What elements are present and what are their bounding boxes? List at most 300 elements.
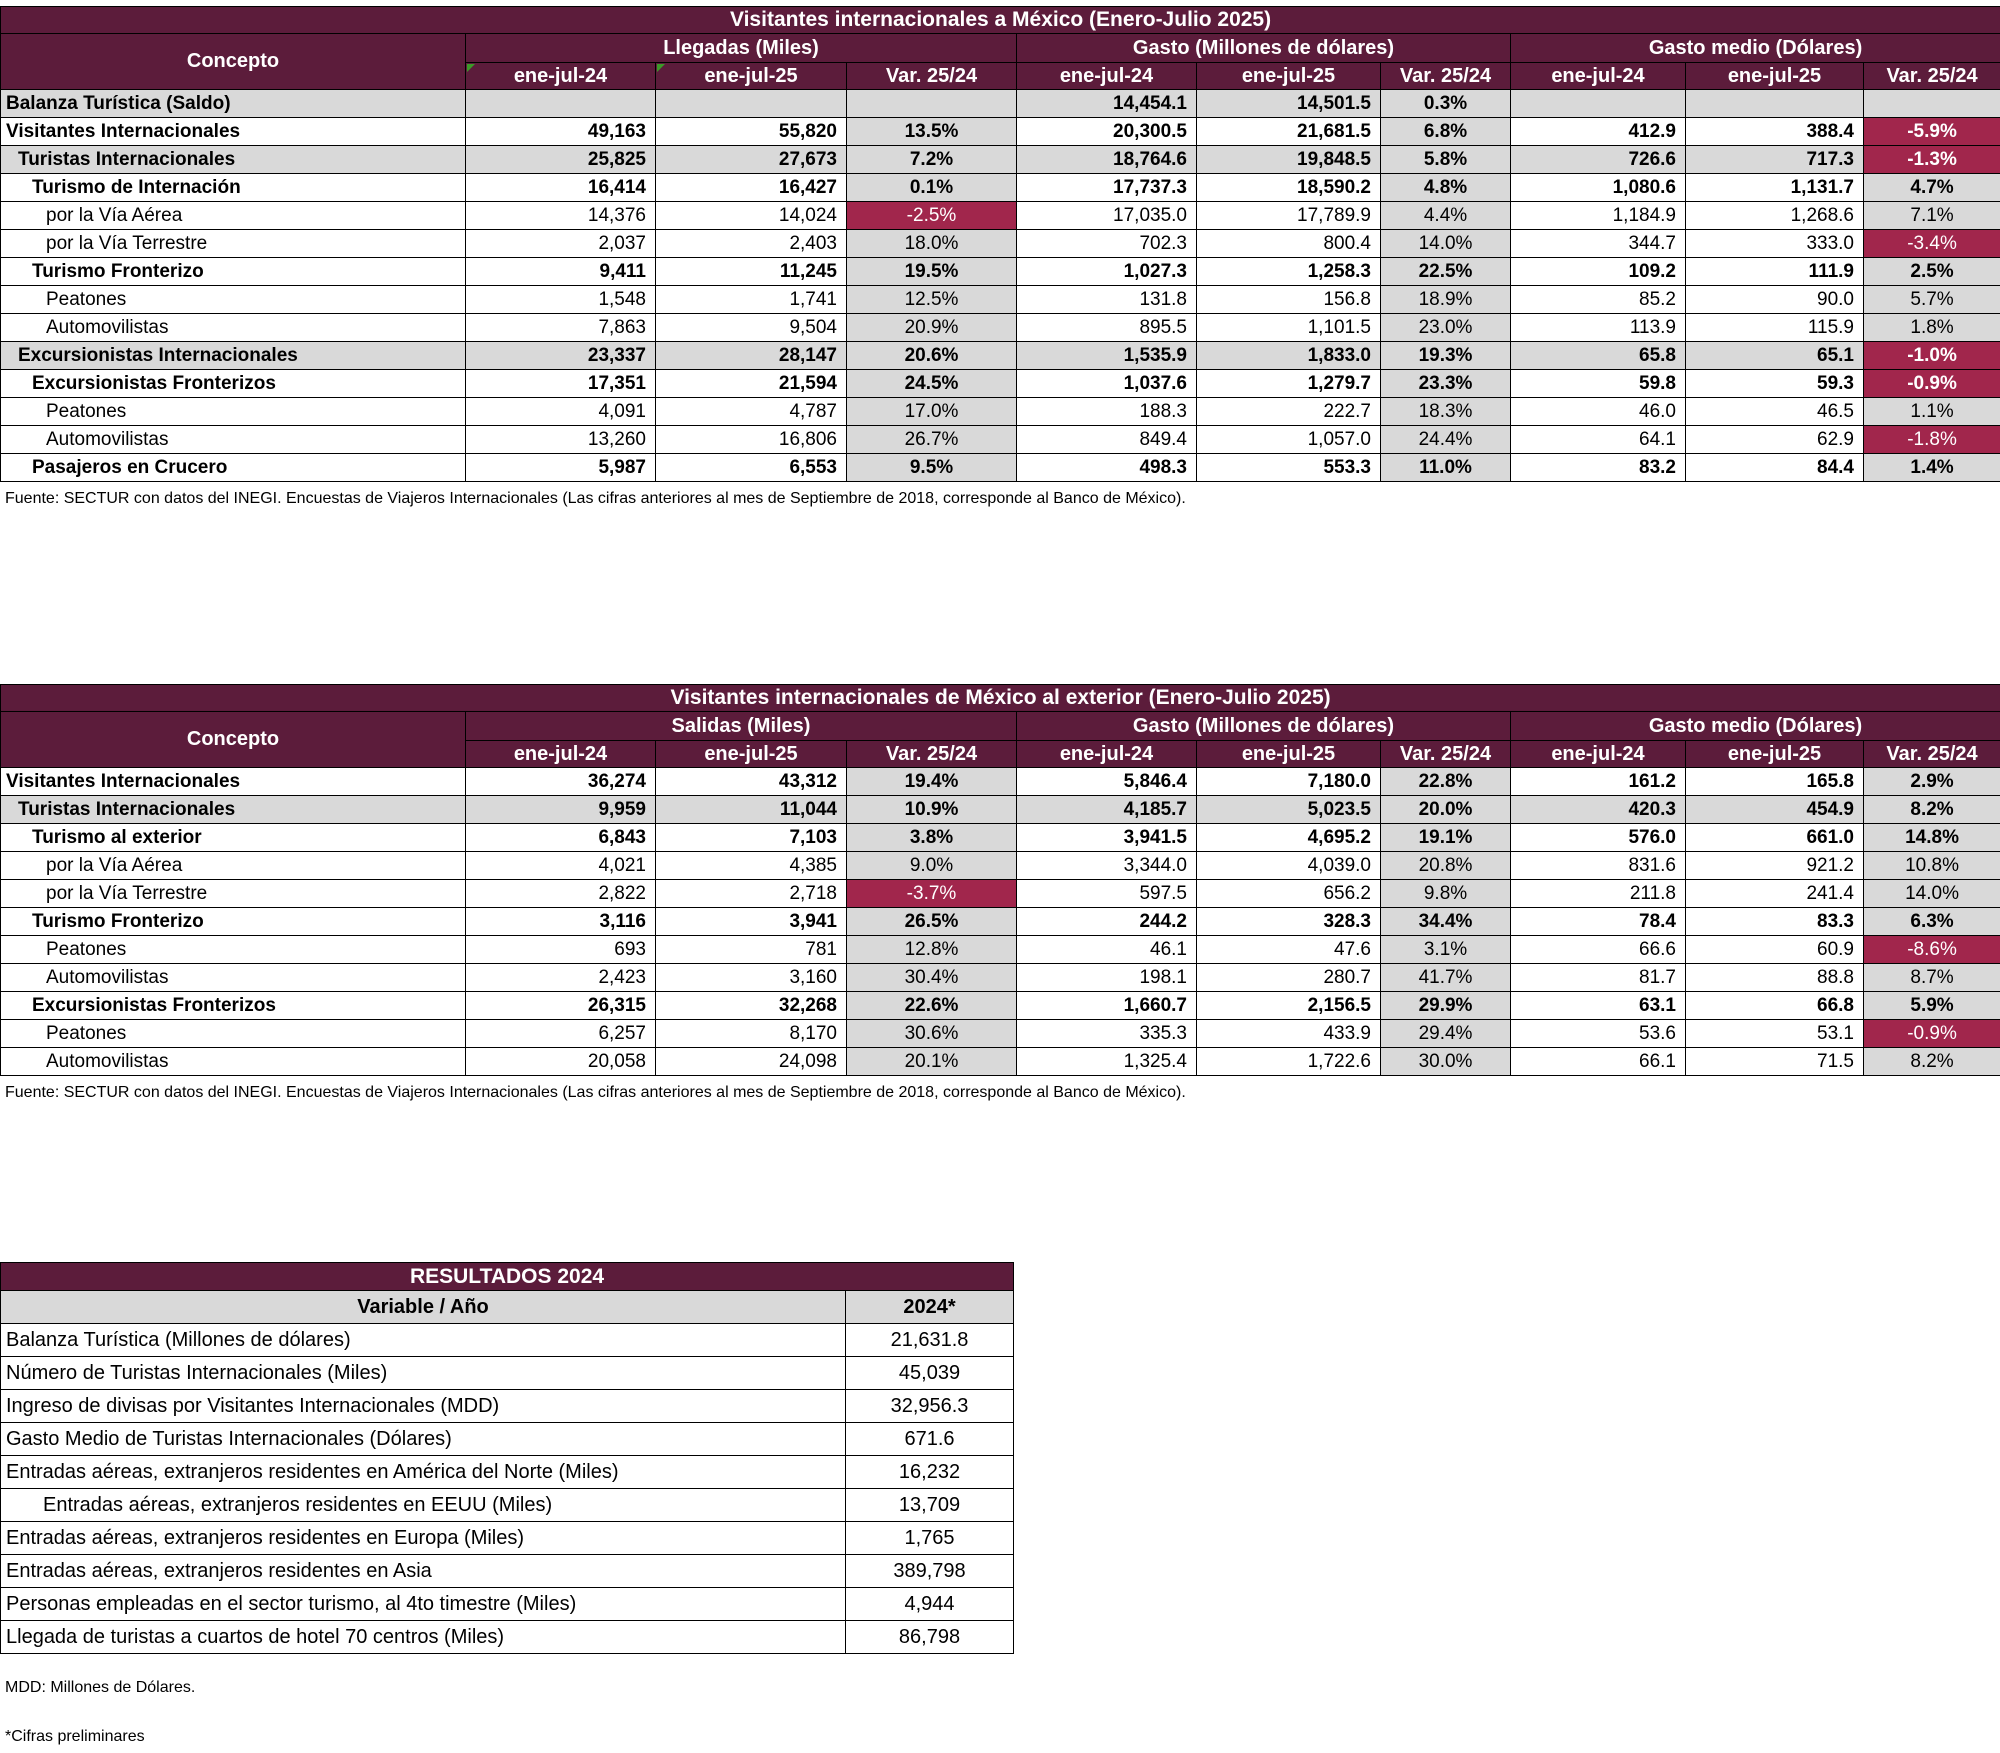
table-row: [1, 90, 2000, 118]
column-header: ene-jul-24: [1017, 63, 1197, 90]
value-cell: 71.5: [1686, 1048, 1864, 1076]
value-cell: 1,268.6: [1686, 202, 1864, 230]
concept-cell: Peatones: [1, 936, 466, 964]
value-cell: 831.6: [1511, 852, 1686, 880]
value-cell: 47.6: [1197, 936, 1381, 964]
value-cell: 16,414: [466, 174, 656, 202]
column-header: Var. 25/24: [847, 741, 1017, 768]
value-cell: 78.4: [1511, 908, 1686, 936]
value-cell: 66.8: [1686, 992, 1864, 1020]
value-cell: 1,325.4: [1017, 1048, 1197, 1076]
variation-cell: -3.4%: [1864, 230, 2000, 258]
value-cell: 16,427: [656, 174, 847, 202]
variation-cell: 26.7%: [847, 426, 1017, 454]
variation-cell: 24.5%: [847, 370, 1017, 398]
results-label-cell: Entradas aéreas, extranjeros residentes en Asia: [1, 1555, 846, 1588]
value-cell: 26,315: [466, 992, 656, 1020]
table-row: [1, 1048, 2000, 1076]
variation-cell: 3.1%: [1381, 936, 1511, 964]
results-row: [1, 1423, 1014, 1456]
variation-cell: [847, 90, 1017, 118]
variation-cell: -0.9%: [1864, 370, 2000, 398]
value-cell: 109.2: [1511, 258, 1686, 286]
value-cell: 2,037: [466, 230, 656, 258]
value-cell: 17,351: [466, 370, 656, 398]
results-label-cell: Balanza Turística (Millones de dólares): [1, 1324, 846, 1357]
variation-cell: 12.8%: [847, 936, 1017, 964]
column-header: ene-jul-25: [1686, 63, 1864, 90]
variation-cell: 4.4%: [1381, 202, 1511, 230]
table-row: [1, 146, 2000, 174]
value-cell: 14,501.5: [1197, 90, 1381, 118]
value-cell: 3,941: [656, 908, 847, 936]
results-label-cell: Gasto Medio de Turistas Internacionales (Dólares): [1, 1423, 846, 1456]
value-cell: 2,156.5: [1197, 992, 1381, 1020]
table-row: [1, 964, 2000, 992]
concept-cell: por la Vía Aérea: [1, 852, 466, 880]
variation-cell: 18.3%: [1381, 398, 1511, 426]
value-cell: 222.7: [1197, 398, 1381, 426]
value-cell: 4,039.0: [1197, 852, 1381, 880]
value-cell: 156.8: [1197, 286, 1381, 314]
variation-cell: 4.8%: [1381, 174, 1511, 202]
concept-cell: Peatones: [1, 398, 466, 426]
value-cell: 14,454.1: [1017, 90, 1197, 118]
value-cell: 3,160: [656, 964, 847, 992]
concept-cell: Excursionistas Fronterizos: [1, 992, 466, 1020]
value-cell: 4,091: [466, 398, 656, 426]
table-row: [1, 936, 2000, 964]
value-cell: 46.5: [1686, 398, 1864, 426]
variation-cell: 5.7%: [1864, 286, 2000, 314]
variation-cell: 7.2%: [847, 146, 1017, 174]
value-cell: 597.5: [1017, 880, 1197, 908]
column-header: ene-jul-24: [1511, 63, 1686, 90]
variation-cell: 6.3%: [1864, 908, 2000, 936]
results-value-cell: 21,631.8: [846, 1324, 1014, 1357]
concept-cell: Pasajeros en Crucero: [1, 454, 466, 482]
value-cell: 36,274: [466, 768, 656, 796]
table-row: [1, 370, 2000, 398]
column-header: ene-jul-25: [1686, 741, 1864, 768]
value-cell: 781: [656, 936, 847, 964]
table-visitantes-a-mexico: [0, 6, 2000, 482]
concept-cell: Visitantes Internacionales: [1, 768, 466, 796]
value-cell: 1,722.6: [1197, 1048, 1381, 1076]
value-cell: 553.3: [1197, 454, 1381, 482]
concept-cell: Peatones: [1, 286, 466, 314]
value-cell: 32,268: [656, 992, 847, 1020]
results-value-cell: 16,232: [846, 1456, 1014, 1489]
group-header: Gasto medio (Dólares): [1511, 712, 2000, 741]
value-cell: 59.8: [1511, 370, 1686, 398]
value-cell: 1,833.0: [1197, 342, 1381, 370]
value-cell: 19,848.5: [1197, 146, 1381, 174]
variation-cell: 6.8%: [1381, 118, 1511, 146]
value-cell: 849.4: [1017, 426, 1197, 454]
table-title: Visitantes internacionales a México (Enero-Julio 2025): [1, 7, 2000, 34]
value-cell: 576.0: [1511, 824, 1686, 852]
value-cell: 726.6: [1511, 146, 1686, 174]
concept-cell: por la Vía Terrestre: [1, 880, 466, 908]
value-cell: 46.0: [1511, 398, 1686, 426]
value-cell: 1,279.7: [1197, 370, 1381, 398]
value-cell: 25,825: [466, 146, 656, 174]
value-cell: 661.0: [1686, 824, 1864, 852]
value-cell: 84.4: [1686, 454, 1864, 482]
value-cell: 59.3: [1686, 370, 1864, 398]
concept-header: Concepto: [1, 34, 466, 90]
concept-cell: Automovilistas: [1, 1048, 466, 1076]
variation-cell: 5.8%: [1381, 146, 1511, 174]
value-cell: 16,806: [656, 426, 847, 454]
variation-cell: 9.0%: [847, 852, 1017, 880]
value-cell: 420.3: [1511, 796, 1686, 824]
value-cell: 5,987: [466, 454, 656, 482]
table-row: [1, 880, 2000, 908]
value-cell: 2,822: [466, 880, 656, 908]
value-cell: 5,846.4: [1017, 768, 1197, 796]
value-cell: 24,098: [656, 1048, 847, 1076]
value-cell: 83.2: [1511, 454, 1686, 482]
value-cell: 1,258.3: [1197, 258, 1381, 286]
variation-cell: [1864, 90, 2000, 118]
concept-cell: Turistas Internacionales: [1, 146, 466, 174]
table-row: [1, 426, 2000, 454]
value-cell: 20,300.5: [1017, 118, 1197, 146]
group-header: Salidas (Miles): [466, 712, 1017, 741]
value-cell: 115.9: [1686, 314, 1864, 342]
results-value-cell: 86,798: [846, 1621, 1014, 1654]
concept-cell: Turismo de Internación: [1, 174, 466, 202]
group-header: Gasto medio (Dólares): [1511, 34, 2000, 63]
value-cell: 65.1: [1686, 342, 1864, 370]
results-row: [1, 1588, 1014, 1621]
table-row: [1, 230, 2000, 258]
value-cell: 9,504: [656, 314, 847, 342]
value-cell: 1,057.0: [1197, 426, 1381, 454]
column-header: ene-jul-24: [466, 63, 656, 90]
variation-cell: 26.5%: [847, 908, 1017, 936]
table-resultados-2024: [0, 1262, 1014, 1654]
table-row: [1, 314, 2000, 342]
value-cell: 17,035.0: [1017, 202, 1197, 230]
value-cell: 6,257: [466, 1020, 656, 1048]
value-cell: 165.8: [1686, 768, 1864, 796]
value-cell: 49,163: [466, 118, 656, 146]
results-value-cell: 1,765: [846, 1522, 1014, 1555]
table-row: [1, 908, 2000, 936]
value-cell: 63.1: [1511, 992, 1686, 1020]
results-value-cell: 45,039: [846, 1357, 1014, 1390]
table-row: [1, 454, 2000, 482]
results-value-cell: 389,798: [846, 1555, 1014, 1588]
value-cell: 21,681.5: [1197, 118, 1381, 146]
source-note-1: Fuente: SECTUR con datos del INEGI. Encuestas de Viajeros Internacionales (Las cifras anteriores al mes de Septiembre de 2018, corresponde al Banco de México).: [5, 489, 2000, 508]
value-cell: 702.3: [1017, 230, 1197, 258]
value-cell: 27,673: [656, 146, 847, 174]
variation-cell: -0.9%: [1864, 1020, 2000, 1048]
concept-cell: Turistas Internacionales: [1, 796, 466, 824]
variation-cell: -5.9%: [1864, 118, 2000, 146]
table-row: [1, 768, 2000, 796]
variation-cell: 3.8%: [847, 824, 1017, 852]
variation-cell: -3.7%: [847, 880, 1017, 908]
value-cell: 113.9: [1511, 314, 1686, 342]
value-cell: 18,764.6: [1017, 146, 1197, 174]
variation-cell: 20.8%: [1381, 852, 1511, 880]
value-cell: 1,131.7: [1686, 174, 1864, 202]
variation-cell: 34.4%: [1381, 908, 1511, 936]
variation-cell: 22.5%: [1381, 258, 1511, 286]
variation-cell: 0.1%: [847, 174, 1017, 202]
variation-cell: 20.9%: [847, 314, 1017, 342]
value-cell: 11,245: [656, 258, 847, 286]
variation-cell: 19.5%: [847, 258, 1017, 286]
column-header: ene-jul-24: [1511, 741, 1686, 768]
variation-cell: 18.9%: [1381, 286, 1511, 314]
variation-cell: 5.9%: [1864, 992, 2000, 1020]
value-cell: 2,403: [656, 230, 847, 258]
value-cell: 388.4: [1686, 118, 1864, 146]
variation-cell: -1.8%: [1864, 426, 2000, 454]
table-row: [1, 398, 2000, 426]
results-row: [1, 1390, 1014, 1423]
value-cell: 1,548: [466, 286, 656, 314]
table-row: [1, 174, 2000, 202]
column-header: ene-jul-24: [1017, 741, 1197, 768]
value-cell: 412.9: [1511, 118, 1686, 146]
variation-cell: 14.8%: [1864, 824, 2000, 852]
value-cell: 656.2: [1197, 880, 1381, 908]
value-cell: 1,660.7: [1017, 992, 1197, 1020]
value-cell: 7,180.0: [1197, 768, 1381, 796]
value-cell: 3,941.5: [1017, 824, 1197, 852]
variation-cell: -1.3%: [1864, 146, 2000, 174]
value-cell: 81.7: [1511, 964, 1686, 992]
variation-cell: 19.1%: [1381, 824, 1511, 852]
value-cell: 5,023.5: [1197, 796, 1381, 824]
value-cell: 11,044: [656, 796, 847, 824]
variation-cell: 22.8%: [1381, 768, 1511, 796]
value-cell: 921.2: [1686, 852, 1864, 880]
value-cell: 14,376: [466, 202, 656, 230]
concept-cell: Turismo al exterior: [1, 824, 466, 852]
column-header: ene-jul-24: [466, 741, 656, 768]
value-cell: 9,411: [466, 258, 656, 286]
results-row: [1, 1555, 1014, 1588]
variation-cell: 30.6%: [847, 1020, 1017, 1048]
variation-cell: 17.0%: [847, 398, 1017, 426]
variation-cell: 19.4%: [847, 768, 1017, 796]
variation-cell: 1.1%: [1864, 398, 2000, 426]
value-cell: 8,170: [656, 1020, 847, 1048]
value-cell: [656, 90, 847, 118]
value-cell: 3,344.0: [1017, 852, 1197, 880]
value-cell: 693: [466, 936, 656, 964]
value-cell: 1,741: [656, 286, 847, 314]
results-row: [1, 1489, 1014, 1522]
concept-cell: Balanza Turística (Saldo): [1, 90, 466, 118]
variation-cell: 20.0%: [1381, 796, 1511, 824]
value-cell: 55,820: [656, 118, 847, 146]
value-cell: 18,590.2: [1197, 174, 1381, 202]
value-cell: 66.6: [1511, 936, 1686, 964]
value-cell: 53.6: [1511, 1020, 1686, 1048]
variation-cell: -1.0%: [1864, 342, 2000, 370]
concept-cell: Turismo Fronterizo: [1, 908, 466, 936]
value-cell: 2,718: [656, 880, 847, 908]
value-cell: 328.3: [1197, 908, 1381, 936]
source-note-2: Fuente: SECTUR con datos del INEGI. Encuestas de Viajeros Internacionales (Las cifras anteriores al mes de Septiembre de 2018, corresponde al Banco de México).: [5, 1083, 2000, 1102]
column-header: ene-jul-25: [656, 63, 847, 90]
results-label-cell: Número de Turistas Internacionales (Miles): [1, 1357, 846, 1390]
value-cell: 333.0: [1686, 230, 1864, 258]
value-cell: 9,959: [466, 796, 656, 824]
value-cell: 1,535.9: [1017, 342, 1197, 370]
results-title: RESULTADOS 2024: [1, 1263, 1014, 1291]
value-cell: 60.9: [1686, 936, 1864, 964]
group-header: Gasto (Millones de dólares): [1017, 34, 1511, 63]
results-label-cell: Entradas aéreas, extranjeros residentes en EEUU (Miles): [1, 1489, 846, 1522]
results-value-cell: 32,956.3: [846, 1390, 1014, 1423]
table-row: [1, 796, 2000, 824]
value-cell: 111.9: [1686, 258, 1864, 286]
value-cell: 3,116: [466, 908, 656, 936]
column-header: ene-jul-25: [1197, 63, 1381, 90]
results-row: [1, 1324, 1014, 1357]
value-cell: 4,385: [656, 852, 847, 880]
variation-cell: 1.4%: [1864, 454, 2000, 482]
concept-cell: por la Vía Terrestre: [1, 230, 466, 258]
group-header: Llegadas (Miles): [466, 34, 1017, 63]
value-cell: 17,789.9: [1197, 202, 1381, 230]
concept-header: Concepto: [1, 712, 466, 768]
value-cell: 161.2: [1511, 768, 1686, 796]
concept-cell: por la Vía Aérea: [1, 202, 466, 230]
results-value-cell: 671.6: [846, 1423, 1014, 1456]
variation-cell: 10.9%: [847, 796, 1017, 824]
value-cell: 1,101.5: [1197, 314, 1381, 342]
table-row: [1, 1020, 2000, 1048]
value-cell: 28,147: [656, 342, 847, 370]
results-row: [1, 1357, 1014, 1390]
variation-cell: 18.0%: [847, 230, 1017, 258]
variation-cell: 2.5%: [1864, 258, 2000, 286]
column-header: Var. 25/24: [1381, 741, 1511, 768]
concept-cell: Visitantes Internacionales: [1, 118, 466, 146]
variation-cell: 20.6%: [847, 342, 1017, 370]
value-cell: 23,337: [466, 342, 656, 370]
value-cell: 188.3: [1017, 398, 1197, 426]
value-cell: 43,312: [656, 768, 847, 796]
value-cell: 454.9: [1686, 796, 1864, 824]
value-cell: 14,024: [656, 202, 847, 230]
variation-cell: 13.5%: [847, 118, 1017, 146]
value-cell: 17,737.3: [1017, 174, 1197, 202]
footnote-mdd: MDD: Millones de Dólares.: [5, 1678, 2000, 1697]
variation-cell: 19.3%: [1381, 342, 1511, 370]
variation-cell: 11.0%: [1381, 454, 1511, 482]
variation-cell: 8.2%: [1864, 1048, 2000, 1076]
value-cell: 244.2: [1017, 908, 1197, 936]
results-label-cell: Entradas aéreas, extranjeros residentes en Europa (Miles): [1, 1522, 846, 1555]
column-header: ene-jul-25: [1197, 741, 1381, 768]
value-cell: 1,080.6: [1511, 174, 1686, 202]
value-cell: 90.0: [1686, 286, 1864, 314]
results-label-cell: Personas empleadas en el sector turismo, al 4to timestre (Miles): [1, 1588, 846, 1621]
variation-cell: 0.3%: [1381, 90, 1511, 118]
results-label-cell: Llegada de turistas a cuartos de hotel 70 centros (Miles): [1, 1621, 846, 1654]
variation-cell: 14.0%: [1381, 230, 1511, 258]
value-cell: 895.5: [1017, 314, 1197, 342]
value-cell: 2,423: [466, 964, 656, 992]
variation-cell: -8.6%: [1864, 936, 2000, 964]
variation-cell: 41.7%: [1381, 964, 1511, 992]
group-header: Gasto (Millones de dólares): [1017, 712, 1511, 741]
value-cell: 335.3: [1017, 1020, 1197, 1048]
variation-cell: 22.6%: [847, 992, 1017, 1020]
variation-cell: 23.0%: [1381, 314, 1511, 342]
results-value-cell: 13,709: [846, 1489, 1014, 1522]
concept-cell: Automovilistas: [1, 314, 466, 342]
concept-cell: Automovilistas: [1, 426, 466, 454]
value-cell: 4,787: [656, 398, 847, 426]
variation-cell: 29.9%: [1381, 992, 1511, 1020]
value-cell: [1686, 90, 1864, 118]
results-col2-header: 2024*: [846, 1291, 1014, 1324]
results-row: [1, 1522, 1014, 1555]
value-cell: [1511, 90, 1686, 118]
value-cell: 198.1: [1017, 964, 1197, 992]
variation-cell: 29.4%: [1381, 1020, 1511, 1048]
footnote-cifras: *Cifras preliminares: [5, 1727, 2000, 1746]
results-row: [1, 1456, 1014, 1489]
value-cell: 6,843: [466, 824, 656, 852]
concept-cell: Excursionistas Internacionales: [1, 342, 466, 370]
value-cell: 64.1: [1511, 426, 1686, 454]
table-title-row: [1, 7, 2000, 34]
variation-cell: 10.8%: [1864, 852, 2000, 880]
value-cell: 66.1: [1511, 1048, 1686, 1076]
value-cell: 65.8: [1511, 342, 1686, 370]
results-col1-header: Variable / Año: [1, 1291, 846, 1324]
value-cell: 131.8: [1017, 286, 1197, 314]
table-row: [1, 852, 2000, 880]
value-cell: [466, 90, 656, 118]
variation-cell: 9.8%: [1381, 880, 1511, 908]
value-cell: 4,695.2: [1197, 824, 1381, 852]
table-visitantes-al-exterior: [0, 684, 2000, 1076]
value-cell: 83.3: [1686, 908, 1864, 936]
value-cell: 1,184.9: [1511, 202, 1686, 230]
variation-cell: 8.7%: [1864, 964, 2000, 992]
value-cell: 344.7: [1511, 230, 1686, 258]
value-cell: 6,553: [656, 454, 847, 482]
value-cell: 1,037.6: [1017, 370, 1197, 398]
variation-cell: 1.8%: [1864, 314, 2000, 342]
variation-cell: 24.4%: [1381, 426, 1511, 454]
table-title: Visitantes internacionales de México al exterior (Enero-Julio 2025): [1, 685, 2000, 712]
variation-cell: 20.1%: [847, 1048, 1017, 1076]
value-cell: 4,185.7: [1017, 796, 1197, 824]
variation-cell: 30.4%: [847, 964, 1017, 992]
results-label-cell: Ingreso de divisas por Visitantes Internacionales (MDD): [1, 1390, 846, 1423]
variation-cell: 12.5%: [847, 286, 1017, 314]
concept-cell: Automovilistas: [1, 964, 466, 992]
value-cell: 13,260: [466, 426, 656, 454]
variation-cell: 4.7%: [1864, 174, 2000, 202]
